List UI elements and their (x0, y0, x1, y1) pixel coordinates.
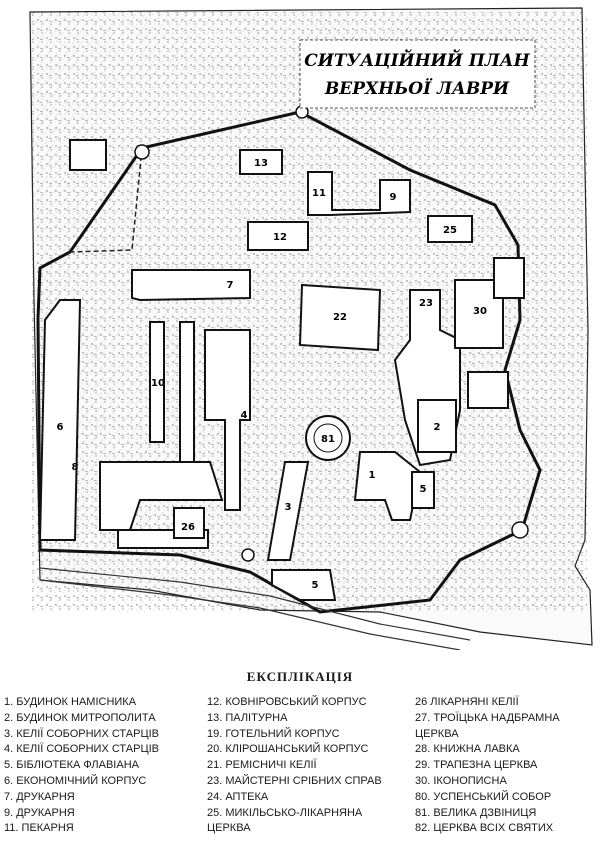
label-5-east: 5 (419, 484, 427, 495)
legend-item: 6. ЕКОНОМІЧНИЙ КОРПУС (4, 774, 147, 787)
tower (242, 549, 254, 561)
legend-item: 25. МИКІЛЬСЬКО-ЛІКАРНЯНА (207, 806, 363, 819)
label-5-south: 5 (311, 580, 319, 591)
label-13: 13 (254, 158, 268, 169)
legend-item: 80. УСПЕНСЬКИЙ СОБОР (415, 790, 552, 803)
legend-item: 7. ДРУКАРНЯ (4, 790, 75, 803)
building-6 (40, 300, 80, 540)
label-10: 10 (151, 378, 165, 389)
label-6: 6 (56, 422, 64, 433)
legend-column-1 (4, 695, 159, 837)
map-title-line1: СИТУАЦІЙНИЙ ПЛАН (304, 51, 530, 71)
label-1: 1 (368, 470, 376, 481)
legend (0, 655, 600, 864)
legend-item: ЦЕРКВА (415, 727, 459, 740)
legend-item: 5. БІБЛІОТЕКА ФЛАВІАНА (4, 759, 139, 772)
legend-item: 81. ВЕЛИКА ДЗВІНИЦЯ (415, 806, 537, 819)
legend-item: 20. КЛІРОШАНСЬКИЙ КОРПУС (207, 743, 369, 756)
legend-column-3 (415, 695, 560, 837)
tower (512, 522, 528, 538)
legend-item: 82. ЦЕРКВА ВСІХ СВЯТИХ (415, 822, 554, 835)
legend-item: 12. КОВНІРОВСЬКИЙ КОРПУС (207, 696, 367, 708)
label-9: 9 (389, 192, 397, 203)
legend-title: ЕКСПЛІКАЦІЯ (246, 669, 354, 684)
legend-item: 23. МАЙСТЕРНІ СРІБНИХ СПРАВ (207, 774, 382, 787)
label-7: 7 (226, 280, 234, 291)
legend-item: 4. КЕЛІЇ СОБОРНИХ СТАРЦІВ (4, 743, 159, 756)
legend-item: 1. БУДИНОК НАМІСНИКА (4, 696, 137, 708)
legend-column-2 (207, 695, 382, 837)
building-26 (468, 372, 508, 408)
legend-item: 2. БУДИНОК МИТРОПОЛИТА (4, 711, 156, 724)
building-west-2 (180, 322, 194, 462)
label-81: 81 (321, 434, 335, 445)
label-22: 22 (333, 312, 347, 323)
label-4: 4 (240, 410, 248, 421)
legend-item: ЦЕРКВА (207, 822, 251, 835)
legend-item: 21. РЕМІСНИЧІ КЕЛІЇ (207, 759, 317, 772)
map-title-line2: ВЕРХНЬОЇ ЛАВРИ (324, 79, 510, 99)
legend-item: 24. АПТЕКА (207, 790, 269, 803)
tower (135, 145, 149, 159)
legend-item: 26 ЛІКАРНЯНІ КЕЛІЇ (415, 696, 519, 708)
label-11: 11 (312, 188, 326, 199)
legend-item: 13. ПАЛІТУРНА (207, 711, 288, 724)
label-12: 12 (273, 232, 287, 243)
building-east (494, 258, 524, 298)
legend-item: 27. ТРОЇЦЬКА НАДБРАМНА (415, 711, 560, 724)
label-30: 30 (473, 306, 487, 317)
legend-item: 11. ПЕКАРНЯ (4, 822, 74, 835)
label-3: 3 (284, 502, 292, 513)
label-26: 26 (181, 522, 195, 533)
label-8: 8 (71, 462, 79, 473)
legend-item: 28. КНИЖНА ЛАВКА (415, 743, 520, 756)
legend-item: 29. ТРАПЕЗНА ЦЕРКВА (415, 759, 538, 772)
legend-item: 30. ІКОНОПИСНА (415, 774, 507, 787)
building-north-1 (70, 140, 106, 170)
label-25: 25 (443, 225, 457, 236)
legend-item: 19. ГОТЕЛЬНИЙ КОРПУС (207, 727, 340, 740)
label-23: 23 (419, 298, 433, 309)
legend-item: 3. КЕЛІЇ СОБОРНИХ СТАРЦІВ (4, 727, 159, 740)
label-2: 2 (433, 422, 441, 433)
legend-item: 9. ДРУКАРНЯ (4, 806, 75, 819)
